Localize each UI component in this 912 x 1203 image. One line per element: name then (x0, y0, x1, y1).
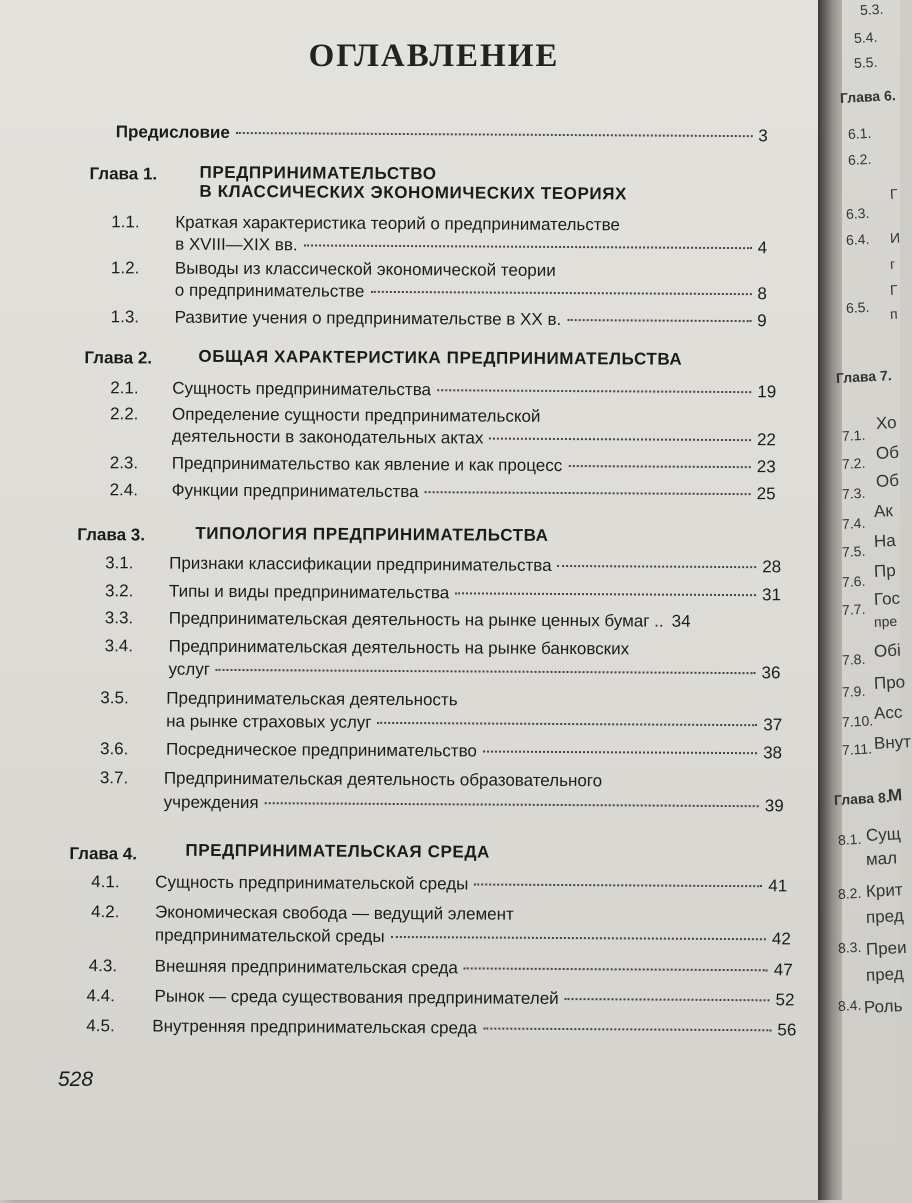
toc-entry (152, 1017, 796, 1041)
chapter-label: Глава 4. (69, 843, 138, 864)
toc-entry (175, 235, 767, 259)
section-number: 4.4. (86, 986, 115, 1006)
facing-page-fragment: И (889, 229, 901, 246)
facing-page-fragment: Глава 7. (835, 367, 893, 386)
facing-page-fragment: Гос (873, 588, 901, 609)
facing-page-fragment: 5.5. (853, 53, 878, 71)
facing-page-fragment: мал (865, 848, 898, 869)
facing-page-fragment: п (889, 305, 899, 322)
facing-page-fragment: 8.3. (837, 938, 862, 956)
section-title: Сущность предпринимательской среды (155, 872, 469, 894)
leader-dots (483, 1028, 771, 1032)
facing-page-fragment: 7.2. (841, 454, 866, 472)
toc-entry (169, 582, 781, 606)
page-number: 19 (757, 382, 777, 402)
page-number: 8 (757, 284, 767, 304)
section-number: 2.1. (110, 378, 139, 398)
facing-page-fragment: 5.4. (853, 28, 878, 46)
page-number: 28 (762, 557, 782, 577)
section-number: 4.1. (91, 872, 120, 892)
section-number: 2.3. (109, 453, 139, 473)
page-number: 4 (757, 238, 768, 258)
chapter-title: В КЛАССИЧЕСКИХ ЭКОНОМИЧЕСКИХ ТЕОРИЯХ (199, 181, 628, 204)
facing-page-fragment: пре (873, 612, 898, 630)
section-title: Развитие учения о предпринимательстве в XX в. (174, 307, 562, 329)
section-title: Внутренняя предпринимательская среда (152, 1016, 478, 1038)
page-number: 56 (777, 1020, 797, 1040)
section-title: деятельности в законодательных актах (171, 426, 484, 448)
section-number: 1.2. (110, 258, 140, 278)
leader-dots (391, 936, 766, 940)
facing-page-fragment: 7.6. (841, 572, 866, 590)
section-title: Функции предпринимательства (171, 480, 419, 502)
facing-page-fragment: Сущ (865, 824, 902, 845)
facing-page-fragment: 7.8. (841, 650, 866, 668)
section-title: в XVIII—XIX вв. (175, 234, 298, 255)
leader-dots (483, 751, 757, 755)
toc-entry (172, 379, 776, 403)
chapter-title: ПРЕДПРИНИМАТЕЛЬСТВО (199, 162, 437, 184)
section-number: 4.2. (90, 902, 120, 922)
leader-dots (568, 465, 751, 468)
leader-dots (474, 883, 762, 887)
facing-page-fragment: 6.4. (845, 230, 870, 248)
toc-entry (154, 987, 794, 1011)
facing-page-fragment: Асс (873, 702, 903, 723)
facing-page-fragment: 5.3. (859, 0, 884, 18)
page-number: 42 (771, 929, 791, 949)
page-number: 38 (763, 743, 783, 763)
page-number: 36 (761, 663, 781, 683)
section-title: предпринимательской среды (154, 925, 385, 946)
leader-dots (377, 722, 757, 726)
facing-page-fragment: Внут (873, 732, 912, 753)
facing-page-fragment: Глава 8. (833, 789, 891, 808)
facing-page-fragment: Об (875, 442, 900, 463)
leader-dots (558, 565, 757, 568)
chapter-title: ПРЕДПРИНИМАТЕЛЬСКАЯ СРЕДА (185, 840, 490, 862)
toc-entry (172, 454, 776, 478)
section-title: Экономическая свобода — ведущий элемент (154, 902, 514, 924)
facing-page-fragment: Крит (865, 880, 904, 901)
section-number: 3.4. (104, 636, 134, 656)
section-title: Рынок — среда существования предпринимателей (154, 986, 559, 1008)
section-number: 3.3. (104, 608, 134, 628)
leader-dots (216, 669, 756, 674)
chapter-label: Глава 1. (89, 164, 158, 184)
toc-entry-preface (116, 122, 768, 146)
toc-entry (166, 712, 782, 736)
leader-dots (437, 389, 751, 393)
facing-page-fragment: Пр (873, 560, 897, 581)
facing-page-fragment: Про (873, 672, 906, 693)
toc-entry (169, 609, 781, 633)
leader-dots (489, 438, 751, 442)
facing-page-fragment: пред (865, 964, 905, 985)
page-number: 25 (756, 484, 776, 504)
toc-entry (164, 793, 784, 817)
section-title: Предпринимательская деятельность на рынке ценных бумаг .. (168, 608, 664, 631)
toc-entry (169, 554, 781, 578)
facing-page-fragment: М (887, 785, 903, 805)
section-number: 1.3. (110, 307, 140, 327)
toc-entry-label: Предисловие (115, 122, 230, 142)
facing-page-fragment: 7.1. (841, 426, 866, 444)
page-number: 9 (757, 311, 767, 331)
leader-dots (236, 132, 752, 137)
section-title: на рынке страховых услуг (166, 711, 372, 732)
facing-page-fragment: пред (865, 906, 905, 927)
toc-entry (172, 481, 776, 505)
facing-page-fragment: 8.4. (837, 996, 862, 1014)
facing-page-fragment: 7.11. (841, 740, 873, 758)
chapter-title: ОБЩАЯ ХАРАКТЕРИСТИКА ПРЕДПРИНИМАТЕЛЬСТВА (198, 346, 683, 369)
section-number: 2.2. (110, 404, 139, 424)
toc-entry (172, 427, 776, 451)
section-title: Предпринимательская деятельность на рынке банковских (168, 636, 630, 659)
section-number: 1.1. (111, 212, 140, 232)
facing-page-fragment: 7.7. (841, 600, 866, 618)
leader-dots (304, 244, 752, 249)
chapter-label: Глава 3. (77, 525, 146, 545)
facing-page-fragment: 6.1. (847, 124, 872, 142)
page-number: 37 (763, 715, 783, 735)
facing-page-fragment: Об (875, 470, 900, 491)
facing-page-fragment: Глава 6. (839, 87, 897, 106)
section-title: Внешняя предпринимательская среда (154, 956, 458, 978)
facing-page (833, 0, 912, 1200)
facing-page-fragment: 8.2. (837, 884, 862, 902)
leader-dots (425, 491, 751, 495)
chapter-label: Глава 2. (84, 348, 153, 368)
page-number: 23 (756, 457, 776, 477)
section-title: Предпринимательская деятельность образовательного (163, 768, 603, 791)
facing-page-fragment: Г (889, 281, 899, 298)
leader-dots (455, 592, 756, 596)
chapter-title: ТИПОЛОГИЯ ПРЕДПРИНИМАТЕЛЬСТВА (195, 523, 549, 545)
page-number: 41 (768, 876, 788, 896)
facing-page-fragment: Преи (865, 937, 908, 959)
toc-entry (168, 660, 780, 684)
section-title: Краткая характеристика теорий о предпринимательстве (175, 212, 620, 235)
facing-page-fragment: 6.3. (845, 204, 870, 222)
facing-page-fragment: г (889, 255, 896, 272)
toc-entry (155, 926, 791, 950)
leader-dots (265, 802, 759, 807)
section-number: 3.2. (104, 581, 134, 601)
facing-page-fragment: Роль (863, 996, 903, 1017)
section-number: 4.3. (88, 956, 118, 976)
facing-page-fragment: 6.5. (845, 298, 870, 316)
toc-entry (166, 740, 782, 764)
facing-page-fragment: Г (889, 185, 899, 202)
page-number: 47 (773, 960, 793, 980)
section-title: Предпринимательство как явление и как процесс (171, 453, 563, 475)
facing-page-fragment: 7.9. (841, 682, 866, 700)
section-number: 3.7. (99, 768, 129, 788)
facing-page-fragment: 6.2. (847, 150, 872, 168)
section-number: 4.5. (86, 1016, 115, 1036)
leader-dots (370, 291, 751, 295)
section-number: 3.5. (100, 688, 129, 708)
facing-page-fragment: 8.1. (837, 830, 862, 848)
facing-page-fragment: 7.5. (841, 542, 866, 560)
section-number: 2.4. (109, 480, 139, 500)
section-title: Определение сущности предпринимательской (172, 404, 541, 426)
toc-entry (175, 308, 767, 332)
page-number: 52 (775, 990, 795, 1010)
section-title: учреждения (163, 792, 259, 813)
facing-page-fragment: Ак (873, 501, 894, 521)
facing-page-fragment: Хо (875, 412, 898, 433)
section-number: 3.6. (99, 739, 129, 759)
facing-page-fragment: 7.4. (841, 514, 866, 532)
leader-dots (565, 998, 770, 1001)
section-title: Посредническое предпринимательство (165, 739, 477, 761)
page-title: ОГЛАВЛЕНИЕ (308, 38, 560, 74)
page-number: 31 (762, 585, 782, 605)
page-number: 39 (764, 796, 784, 816)
page-number: 34 (671, 611, 691, 631)
section-title: Сущность предпринимательства (172, 378, 432, 400)
section-title: услуг (168, 659, 211, 679)
page-number: 22 (756, 430, 776, 450)
page-number: 3 (758, 126, 768, 146)
section-title: Выводы из классической экономической теории (174, 258, 556, 280)
toc-entry (155, 873, 787, 897)
facing-page-fragment: На (873, 530, 897, 551)
facing-page-fragment: 7.10. (841, 712, 874, 730)
section-title: о предпринимательстве (174, 280, 365, 301)
section-title: Предпринимательская деятельность (166, 688, 458, 710)
leader-dots (567, 319, 751, 322)
section-title: Признаки классификации предпринимательства (169, 553, 552, 575)
facing-page-fragment: Обі (873, 640, 902, 661)
section-number: 3.1. (105, 553, 134, 573)
section-title: Типы и виды предпринимательства (168, 581, 450, 603)
toc-entry (175, 281, 767, 305)
leader-dots (464, 967, 768, 971)
facing-page-fragment: 7.3. (841, 484, 866, 502)
page-folio: 528 (58, 1068, 94, 1091)
toc-entry (155, 957, 793, 981)
